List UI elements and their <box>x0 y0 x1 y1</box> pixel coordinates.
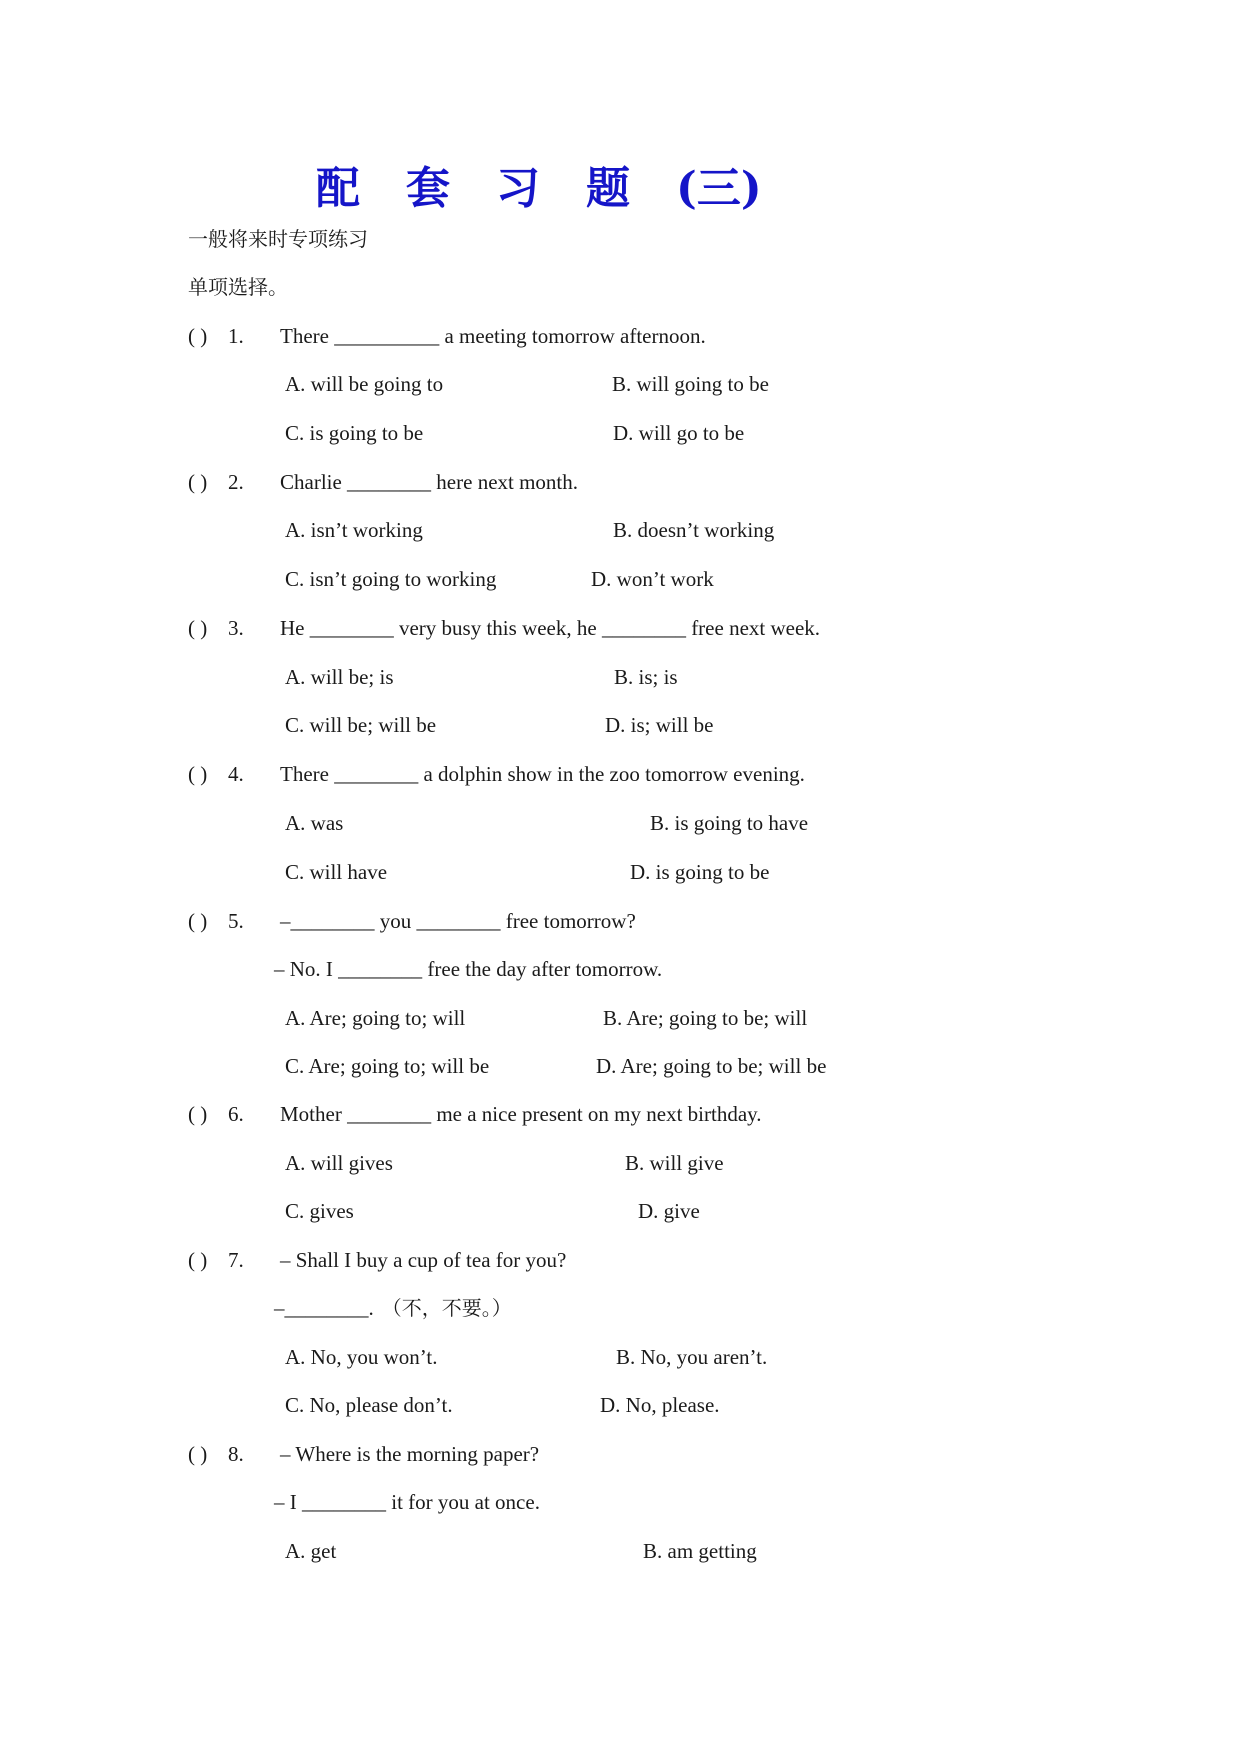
answer-blank: ( ) <box>188 324 208 348</box>
question-stem: – Where is the morning paper? <box>280 1442 540 1466</box>
question-stem: –________ you ________ free tomorrow? <box>280 909 636 933</box>
question-stem: Mother ________ me a nice present on my next birthday. <box>280 1102 762 1126</box>
option-b: B. doesn’t working <box>613 518 775 542</box>
question-continuation <box>274 1295 512 1321</box>
question-stem: He ________ very busy this week, he ________ free next week. <box>280 616 821 640</box>
option-c: C. No, please don’t. <box>285 1393 453 1417</box>
question-number: 4. <box>228 762 244 786</box>
option-c: C. will have <box>285 860 388 884</box>
answer-blank: ( ) <box>188 1442 208 1466</box>
question-stem: There __________ a meeting tomorrow afternoon. <box>280 324 706 348</box>
option-d: D. will go to be <box>613 421 745 445</box>
option-d: D. give <box>638 1199 700 1223</box>
option-d: D. Are; going to be; will be <box>596 1054 827 1078</box>
question-continuation: – I ________ it for you at once. <box>274 1490 540 1514</box>
question-continuation: – No. I ________ free the day after tomorrow. <box>274 957 663 981</box>
title-char: 习 <box>496 163 540 214</box>
question-number: 3. <box>228 616 244 640</box>
option-c: C. is going to be <box>285 421 424 445</box>
option-c: C. will be; will be <box>285 713 437 737</box>
option-a: A. isn’t working <box>285 518 423 542</box>
title-char: 套 <box>406 163 450 214</box>
response-blank: –________. <box>274 1296 374 1320</box>
subtitle: 一般将来时专项练习 <box>188 227 368 251</box>
option-b: B. will give <box>625 1151 724 1175</box>
answer-blank: ( ) <box>188 470 208 494</box>
option-d: D. No, please. <box>600 1393 720 1417</box>
question-number: 2. <box>228 470 244 494</box>
option-a: A. will gives <box>285 1151 393 1175</box>
question-number: 1. <box>228 324 244 348</box>
option-c: C. Are; going to; will be <box>285 1054 490 1078</box>
page-title <box>316 152 762 216</box>
answer-blank: ( ) <box>188 1102 208 1126</box>
option-a: A. get <box>285 1539 337 1563</box>
title-char: 配 <box>316 163 360 214</box>
option-c: C. gives <box>285 1199 354 1223</box>
answer-blank: ( ) <box>188 762 208 786</box>
title-suffix: (三) <box>676 163 762 214</box>
section-heading: 单项选择。 <box>188 275 288 299</box>
option-a: A. No, you won’t. <box>285 1345 438 1369</box>
question-stem: There ________ a dolphin show in the zoo tomorrow evening. <box>280 762 805 786</box>
question-stem: – Shall I buy a cup of tea for you? <box>280 1248 567 1272</box>
question-number: 6. <box>228 1102 244 1126</box>
option-d: D. is; will be <box>605 713 714 737</box>
option-b: B. am getting <box>643 1539 757 1563</box>
chinese-hint: （不，不要。） <box>381 1296 512 1320</box>
question-stem: Charlie ________ here next month. <box>280 470 579 494</box>
option-a: A. was <box>285 811 344 835</box>
option-a: A. will be going to <box>285 372 444 396</box>
option-a: A. will be; is <box>285 665 394 689</box>
option-b: B. will going to be <box>612 372 769 396</box>
question-number: 7. <box>228 1248 244 1272</box>
option-d: D. is going to be <box>630 860 770 884</box>
question-number: 8. <box>228 1442 244 1466</box>
option-d: D. won’t work <box>591 567 714 591</box>
option-b: B. is going to have <box>650 811 809 835</box>
answer-blank: ( ) <box>188 1248 208 1272</box>
option-b: B. Are; going to be; will <box>603 1006 808 1030</box>
option-c: C. isn’t going to working <box>285 567 497 591</box>
title-char: 题 <box>586 163 630 214</box>
answer-blank: ( ) <box>188 616 208 640</box>
answer-blank: ( ) <box>188 909 208 933</box>
question-number: 5. <box>228 909 244 933</box>
option-b: B. No, you aren’t. <box>616 1345 768 1369</box>
option-b: B. is; is <box>614 665 678 689</box>
option-a: A. Are; going to; will <box>285 1006 466 1030</box>
